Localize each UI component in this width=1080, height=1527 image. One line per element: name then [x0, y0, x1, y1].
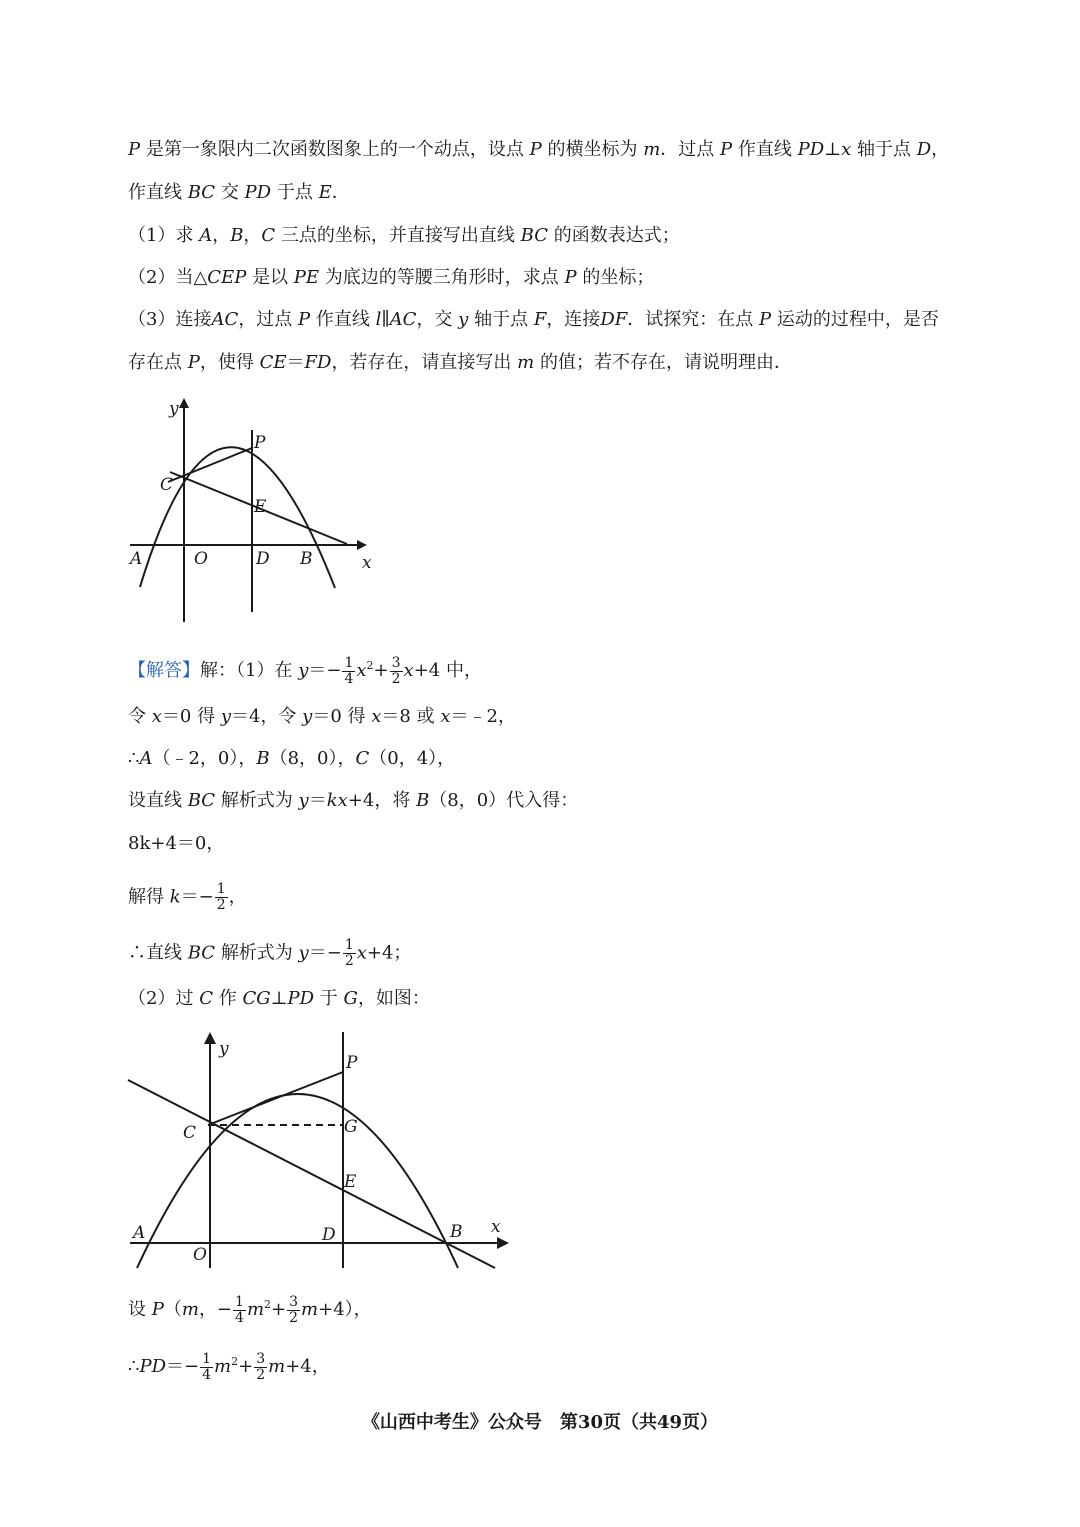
label-y: y [219, 1039, 229, 1059]
y-axis-arrow [204, 1032, 216, 1044]
problem-line-1: P 是第一象限内二次函数图象上的一个动点，设点 P 的横坐标为 m．过点 P 作直线 PD⊥x 轴于点 D， [128, 139, 950, 160]
parabola [137, 1094, 458, 1268]
label-p: P [346, 1053, 358, 1073]
solution-line-7: ∴直线 BC 解析式为 y＝− $\frac{1}{2}$ x+4； [128, 937, 412, 969]
label-g: G [344, 1117, 358, 1137]
problem-line-2: 作直线 BC 交 PD 于点 E． [128, 182, 350, 203]
solution-line-5: 8k+4＝0， [128, 833, 225, 854]
question-3: （3）连接AC，过点 P 作直线 l∥AC，交 y 轴于点 F，连接DF．试探究：在点 P 运动的过程中，是否 [128, 309, 939, 330]
solution-line-10: ∴PD＝− $\frac{1}{4}$ $m^2+$ $\frac{3}{2}$ m+4， [128, 1350, 330, 1383]
solution-line-1: 【解答】解：（1）在 y＝− $\frac{1}{4}$ $x^2+$ $\frac{3}{2}$ x+4 中， [128, 654, 482, 687]
label-b: B [300, 549, 313, 569]
solution-line-9: 设 P（m，− $\frac{1}{4}$ $m^2+$ $\frac{3}{2}$ m+4）， [128, 1293, 372, 1326]
solution-line-3: ∴A（﹣2，0），B（8，0），C（0，4）， [128, 748, 456, 769]
label-o: O [194, 549, 208, 569]
label-x: x [491, 1217, 501, 1237]
label-d: D [322, 1225, 336, 1245]
y-axis-arrow [179, 398, 189, 408]
figure-1 [125, 392, 385, 632]
label-c: C [160, 475, 174, 495]
label-x: x [362, 553, 372, 573]
label-a: A [133, 1223, 146, 1243]
question-1: （1）求 A，B，C 三点的坐标，并直接写出直线 BC 的函数表达式； [128, 225, 680, 246]
solution-line-8: （2）过 C 作 CG⊥PD 于 G，如图： [128, 988, 430, 1009]
label-b: B [450, 1222, 463, 1242]
label-y: y [169, 399, 179, 419]
x-axis-arrow [497, 1237, 509, 1249]
label-d: D [256, 549, 270, 569]
label-p: P [254, 433, 266, 453]
solution-line-2: 令 x＝0 得 y＝4，令 y＝0 得 x＝8 或 x＝﹣2， [128, 706, 516, 727]
label-o: O [193, 1245, 207, 1265]
solution-line-6: 解得 k＝− $\frac{1}{2}$ ， [128, 881, 247, 913]
x-axis-arrow [357, 540, 367, 550]
label-e: E [344, 1172, 357, 1192]
solution-line-4: 设直线 BC 解析式为 y＝kx+4，将 B（8，0）代入得： [128, 790, 579, 811]
question-2: （2）当△CEP 是以 PE 为底边的等腰三角形时，求点 P 的坐标； [128, 267, 655, 288]
line-bc [128, 1080, 495, 1268]
page-footer: 《山西中考生》公众号 第30页（共49页） [361, 1412, 719, 1433]
question-3-cont: 存在点 P，使得 CE＝FD，若存在，请直接写出 m 的值；若不存在，请说明理由． [128, 352, 792, 373]
label-c: C [183, 1123, 197, 1143]
label-e: E [254, 497, 267, 517]
label-a: A [130, 549, 143, 569]
figure-2 [125, 1028, 520, 1278]
